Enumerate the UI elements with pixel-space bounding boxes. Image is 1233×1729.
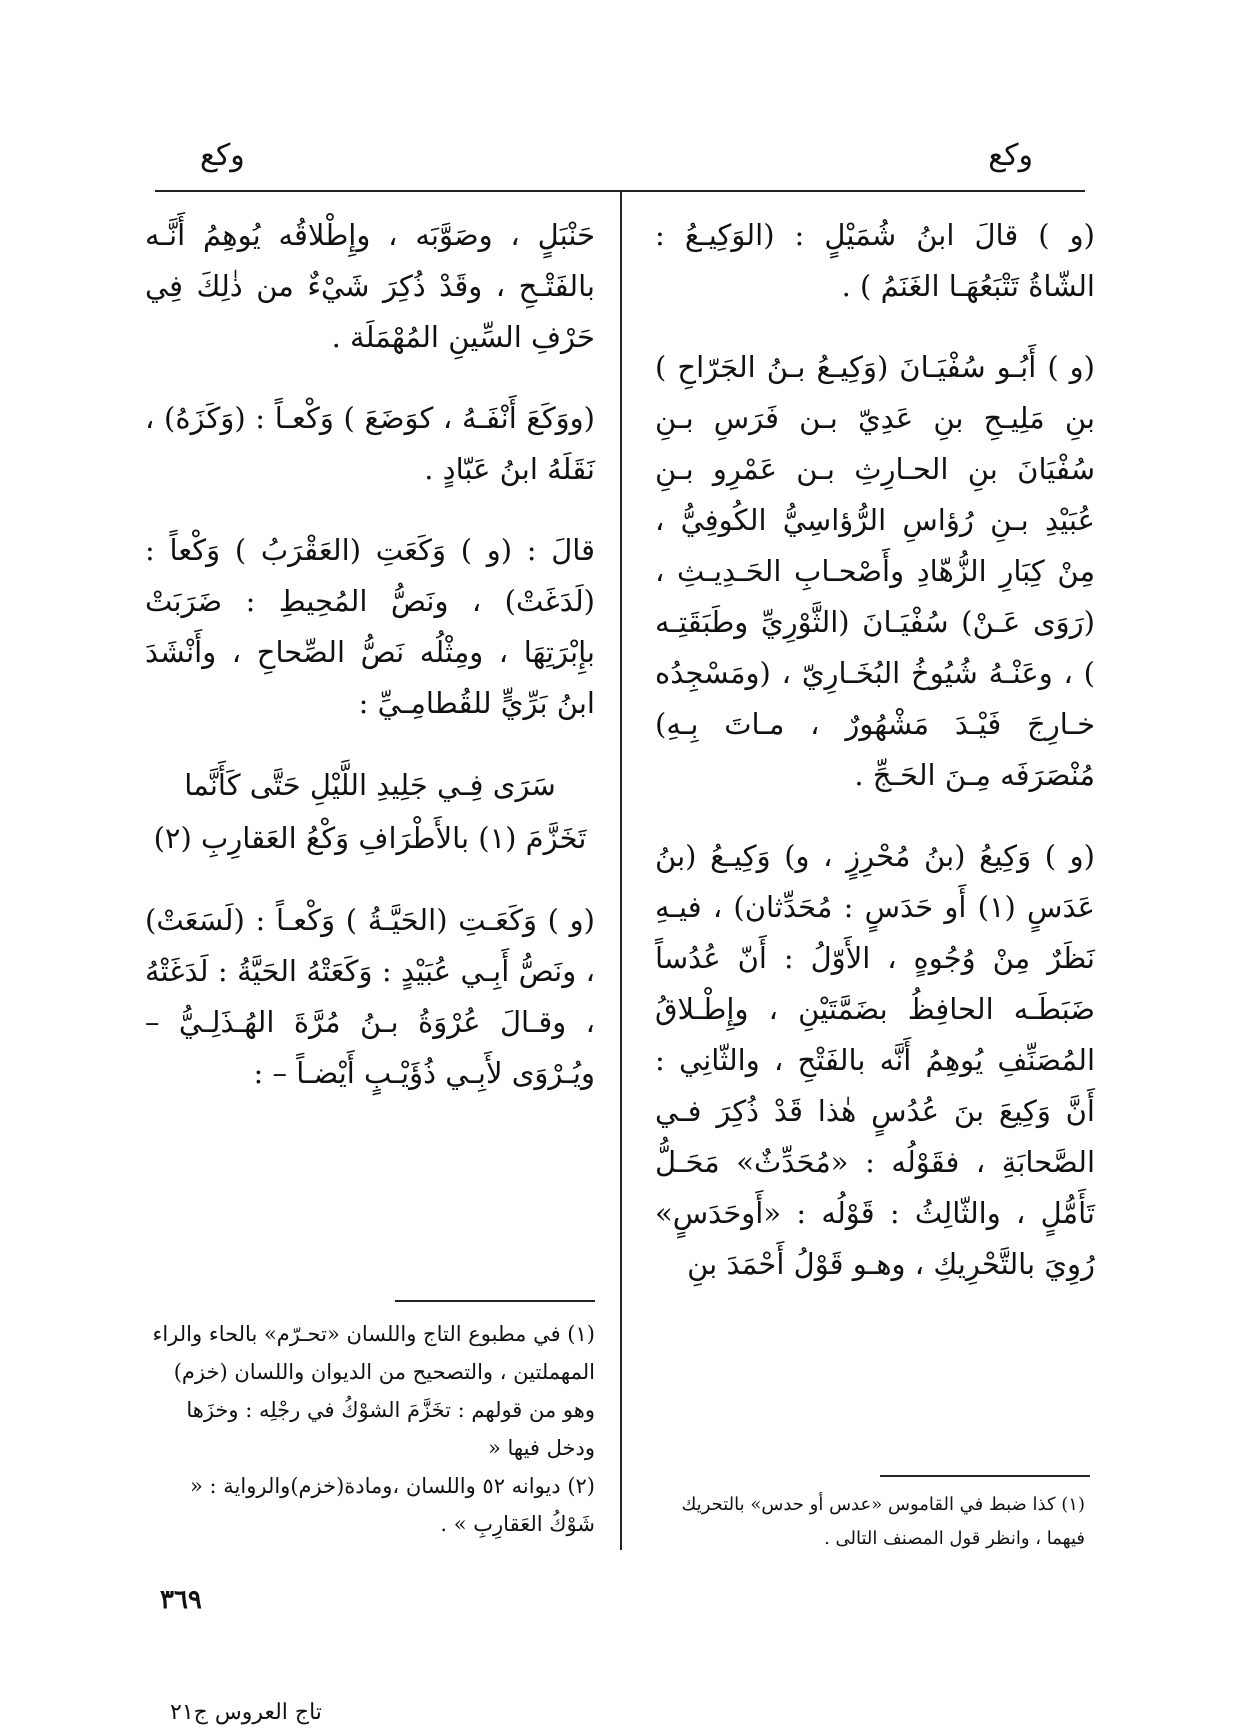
column-divider xyxy=(620,190,622,1550)
footnote-right-1: (١) كذا ضبط في القاموس «عدس أو حدس» بالتحريك فيهما ، وانظر قول المصنف التالى . xyxy=(681,1494,1085,1549)
footnote-rule-left xyxy=(395,1300,595,1302)
left-paragraph-4: (و ) وَكَعَـتِ (الحَيَّـةُ ) وَكْعـاً : (لَسَعَتْ) ، ونَصُّ أَبِـي عُبَيْدٍ : وَكَعَتْهُ الحَيَّةُ : لَدَغَتْهُ ، وقـالَ عُرْوَةُ بـنُ مُرَّةَ الهُـذَلِـيُّ – ويُـرْوَى لأَبِـي ذُؤَيْـبٍ أَيْضـاً – : xyxy=(145,903,595,1090)
poem-verse xyxy=(145,759,595,865)
footnotes-right xyxy=(655,1488,1085,1556)
left-column xyxy=(145,210,595,1099)
right-paragraph-1: (و ) قالَ ابنُ شُمَيْلٍ : (الوَكِيـعُ : الشّاةُ تَتْبَعُهَـا الغَنَمُ ) . xyxy=(655,218,1095,303)
footnote-left-2: (٢) ديوانه ٥٢ واللسان ،ومادة(خزم)والرواية : « شَوْكُ العَقارِبِ » . xyxy=(190,1474,595,1536)
verse-line-1: سَرَى فِـي جَلِيدِ اللَّيْلِ حَتَّى كَأَنَّما xyxy=(184,768,556,802)
right-paragraph-2: (و ) أَبُـو سُفْيَـانَ (وَكِيـعُ بـنُ الجَرّاحِ ) بنِ مَلِيـحِ بنِ عَدِيّ بـن فَرَسِ بـنِ سُفْيَانَ بنِ الحـارِثِ بـن عَمْرِو بـنِ عُبَيْدِ بـنِ رُؤاسِ الرُّؤاسِيُّ الكُوفِيُّ ، مِنْ كِبَارِ الزُّهّادِ وأَصْحـابِ الحَـدِيـثِ ، (رَوَى عَـنْ) سُفْيَـانَ (الثَّوْرِيِّ وطَبَقَتِـه ) ، وعَنْـهُ شُيُوخُ البُخَـارِيّ ، (ومَسْجِدُه خـارِجَ فَيْـدَ مَشْهُورٌ ، مـاتَ بِـهِ) مُنْصَرَفَه مِـنَ الحَـجِّ . xyxy=(655,350,1095,792)
left-paragraph-2: (ووَكَعَ أَنْفَـهُ ، كوَضَعَ ) وَكْعـاً : (وَكَزَهُ) ، نَقَلَهُ ابنُ عَبّادٍ . xyxy=(145,401,595,486)
right-column xyxy=(655,210,1095,1290)
footnotes-left xyxy=(150,1315,595,1543)
running-header-right: وكع xyxy=(988,138,1033,173)
bottom-signature: تاج العروس ج٢١ xyxy=(170,1700,322,1725)
left-paragraph-3: قالَ : (و ) وَكَعَتِ (العَقْرَبُ ) وَكْعاً : (لَدَغَتْ) ، ونَصُّ المُحِيطِ : ضَرَبَتْ بإِبْرَتِهَا ، ومِثْلُه نَصُّ الصِّحاحِ ، وأَنْشَدَ ابنُ بَرِّيٍّ للقُطامِـيِّ : xyxy=(145,533,595,720)
footnote-rule-right xyxy=(880,1475,1090,1477)
right-paragraph-3: (و ) وَكِيعُ (بنُ مُحْرِزٍ ، و) وَكِيـعُ (بنُ عَدَسٍ (١) أَو حَدَسٍ : مُحَدِّثان) ، فيـهِ نَظَرٌ مِنْ وُجُوهٍ ، الأَوّلُ : أَنّ عُدُساً ضَبَطَـه الحافِظُ بضَمَّتَيْنِ ، وإِطْـلاقُ المُصَنِّفِ يُوهِمُ أَنَّه بالفَتْحِ ، والثّانِي : أَنَّ وَكِيعَ بنَ عُدُسٍ هٰذا قَدْ ذُكِرَ فـي الصَّحابَةِ ، فقَوْلُه : «مُحَدِّثٌ» مَحَـلُّ تَأَمُّلٍ ، والثّالِثُ : قَوْلُه : «أَوحَدَسٍ» رُوِيَ بالتَّحْرِيكِ ، وهـو قَوْلُ أَحْمَدَ بنِ xyxy=(655,839,1095,1281)
page-number: ٣٦٩ xyxy=(160,1585,202,1615)
verse-line-2: تَخَزَّمَ (١) بالأَطْرَافِ وَكْعُ العَقارِبِ (٢) xyxy=(153,821,587,855)
footnote-left-1: (١) في مطبوع التاج واللسان «تحـرّم» بالحاء والراء المهملتين ، والتصحيح من الديوان واللسان (خزم) وهو من قولهم : تخَزَّمَ الشوْكُ في رجْلِه : وخزَها ودخل فيها « xyxy=(152,1322,595,1460)
left-paragraph-1: حَنْبَلٍ ، وصَوَّبَه ، وإِطْلاقُه يُوهِمُ أَنَّـه بالفَتْـحِ ، وقَدْ ذُكِرَ شَيْءٌ من ذٰلِكَ فِي حَرْفِ السِّينِ المُهْمَلَة . xyxy=(145,218,595,354)
running-header-left: وكع xyxy=(200,138,245,173)
